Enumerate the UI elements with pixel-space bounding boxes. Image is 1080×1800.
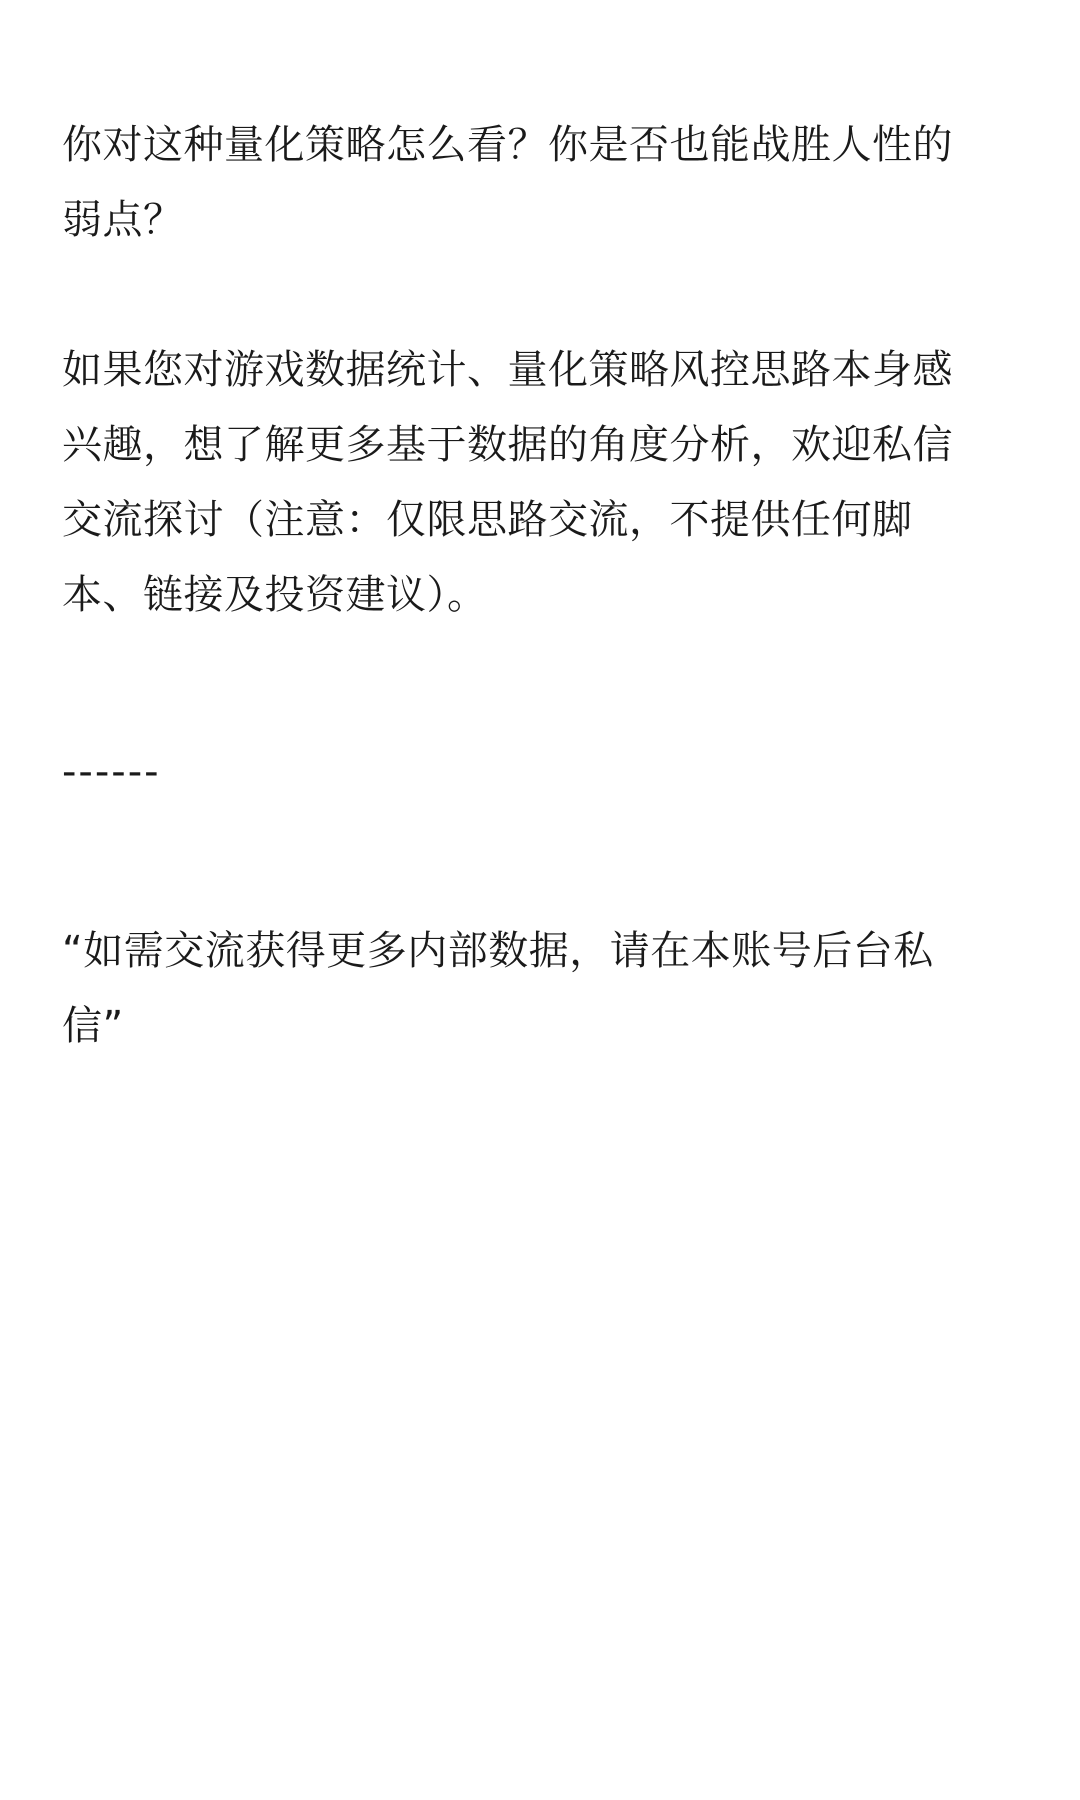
- question-paragraph: 你对这种量化策略怎么看？你是否也能战胜人性的 弱点？: [62, 122, 953, 243]
- dash-divider: ------: [62, 749, 161, 795]
- paragraph-spacer: [62, 810, 1022, 914]
- article-body: [62, 108, 1022, 1064]
- closing-note: “如需交流获得更多内部数据，请在本账号后台私 信”: [62, 928, 934, 1049]
- contact-paragraph: 如果您对游戏数据统计、量化策略风控思路本身感 兴趣，想了解更多基于数据的角度分析，欢迎私信 交流探讨（注意：仅限思路交流，不提供任何脚 本、链接及投资建议）。: [62, 347, 953, 618]
- paragraph-spacer: [62, 633, 1022, 735]
- paragraph-spacer: [62, 258, 1022, 333]
